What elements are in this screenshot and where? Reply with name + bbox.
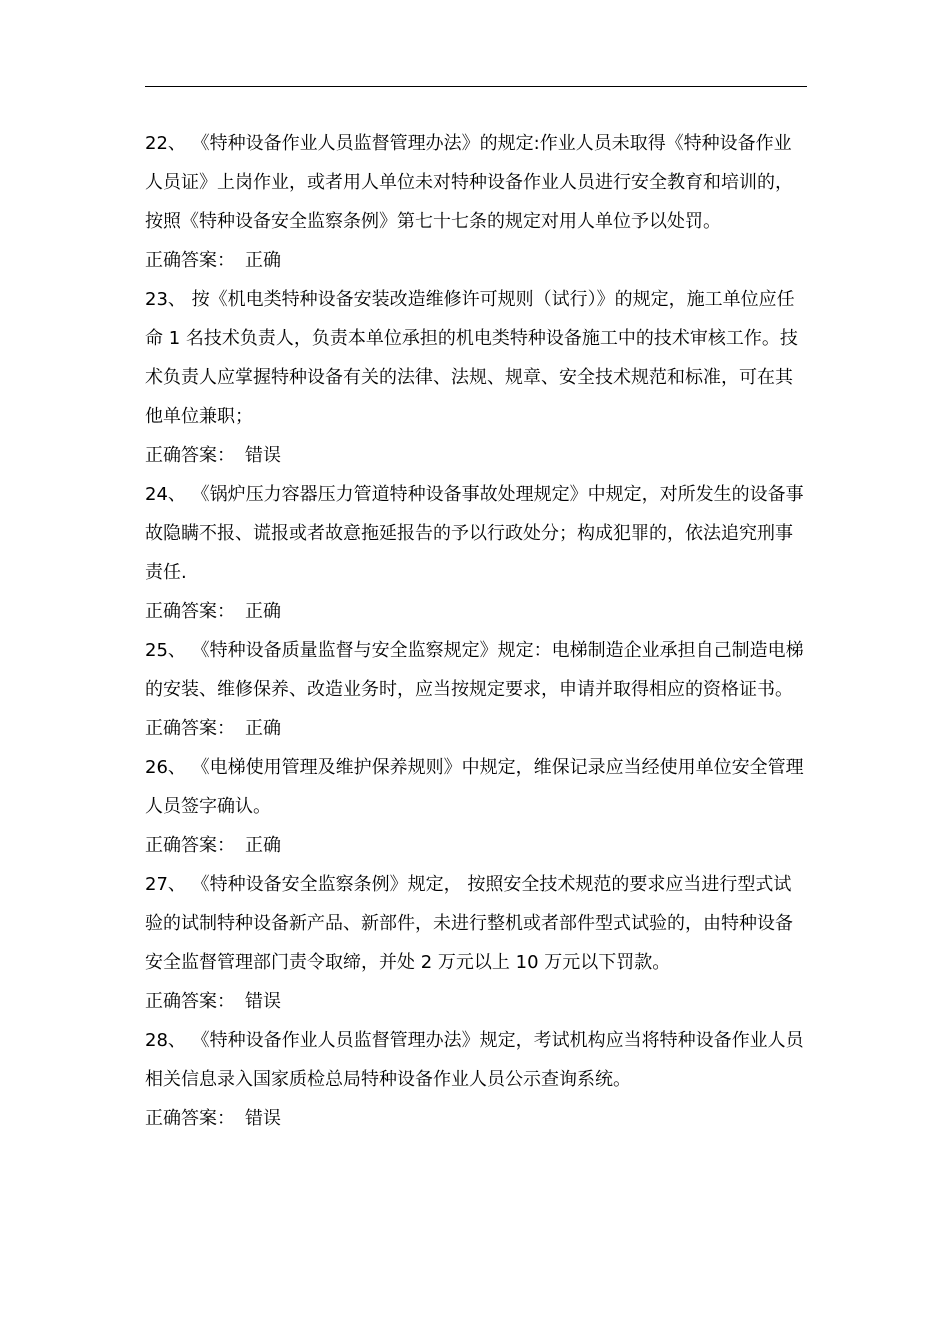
answer-line	[145, 826, 807, 865]
answer-line	[145, 1099, 807, 1138]
answer-value: 错误	[245, 991, 281, 1012]
answer-label: 正确答案：	[145, 445, 235, 466]
header-rule	[145, 86, 807, 87]
question-text: 28、 《特种设备作业人员监督管理办法》规定，考试机构应当将特种设备作业人员相关信息录入国家质检总局特种设备作业人员公示查询系统。	[145, 1030, 804, 1090]
answer-value: 正确	[245, 718, 281, 739]
answer-value: 错误	[245, 445, 281, 466]
answer-label: 正确答案：	[145, 601, 235, 622]
question-text: 25、 《特种设备质量监督与安全监察规定》规定：电梯制造企业承担自己制造电梯的安装、维修保养、改造业务时，应当按规定要求，申请并取得相应的资格证书。	[145, 640, 804, 700]
answer-line	[145, 436, 807, 475]
answer-value: 正确	[245, 835, 281, 856]
answer-label: 正确答案：	[145, 991, 235, 1012]
question-text: 23、 按《机电类特种设备安装改造维修许可规则（试行）》的规定，施工单位应任命 1 名技术负责人，负责本单位承担的机电类特种设备施工中的技术审核工作。技术负责人应掌握特种设备有关的法律、法规、规章、安全技术规范和标准，可在其他单位兼职；	[145, 289, 798, 427]
question-text: 26、 《电梯使用管理及维护保养规则》中规定，维保记录应当经使用单位安全管理人员签字确认。	[145, 757, 804, 817]
answer-label: 正确答案：	[145, 835, 235, 856]
answer-line	[145, 241, 807, 280]
answer-label: 正确答案：	[145, 250, 235, 271]
answer-line	[145, 709, 807, 748]
question-text: 24、 《锅炉压力容器压力管道特种设备事故处理规定》中规定，对所发生的设备事故隐瞒不报、谎报或者故意拖延报告的予以行政处分；构成犯罪的，依法追究刑事责任.	[145, 484, 804, 583]
answer-value: 正确	[245, 250, 281, 271]
answer-line	[145, 592, 807, 631]
question-text: 27、 《特种设备安全监察条例》规定， 按照安全技术规范的要求应当进行型式试验的试制特种设备新产品、新部件，未进行整机或者部件型式试验的，由特种设备安全监督管理部门责令取缔，并处 2 万元以上 10 万元以下罚款。	[145, 874, 793, 973]
answer-line	[145, 982, 807, 1021]
answer-label: 正确答案：	[145, 1108, 235, 1129]
answer-value: 错误	[245, 1108, 281, 1129]
answer-value: 正确	[245, 601, 281, 622]
answer-label: 正确答案：	[145, 718, 235, 739]
question-text: 22、 《特种设备作业人员监督管理办法》的规定:作业人员未取得《特种设备作业人员证》上岗作业，或者用人单位未对特种设备作业人员进行安全教育和培训的，按照《特种设备安全监察条例》第七十七条的规定对用人单位予以处罚。	[145, 133, 793, 232]
question-list	[145, 124, 807, 1138]
